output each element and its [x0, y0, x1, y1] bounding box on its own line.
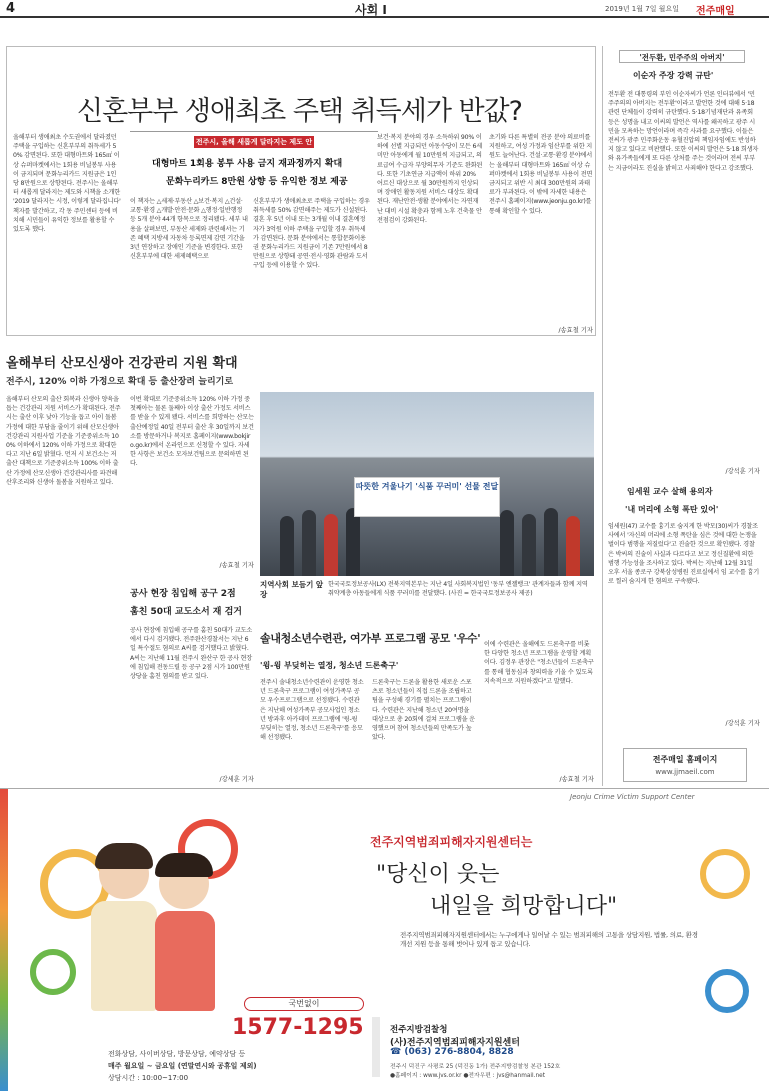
youth-col1: 전주시 솔내청소년수련관이 운영한 청소년 드론축구 프로그램이 여성가족부 공모 우수프로그램으로 선정됐다. 수련관은 지난해 여성가족부 공모사업인 청소년 방과후 아카데미 프로그램에 '윙-윙 부딪히는 열정, 청소년 드론축구'를 응모해 선정됐다. — [260, 679, 364, 742]
ad-bottom-phone[interactable]: ☎ (063) 276-8804, 8828 — [390, 1047, 514, 1057]
ad-slogan-1: "당신이 웃는 — [376, 862, 500, 887]
youth-col3: 이에 수련관은 올해에도 드론축구를 비롯한 다양한 청소년 프로그램을 운영할 계획이다. 김정우 관장은 "청소년들이 드론축구를 통해 협동심과 창의력을 키울 수 있도록 지속적으로 지원하겠다"고 말했다. — [484, 641, 594, 685]
ad-hotline-label: 국번없이 — [244, 997, 364, 1011]
ad-color-stripe — [0, 789, 8, 1091]
event-banner-text: 따뜻한 겨울나기 '식품 꾸러미' 선물 전달 — [355, 481, 499, 491]
theft-sub: 훔친 50대 교도소서 재 검거 — [130, 607, 242, 617]
lead-headline: 신혼부부 생애최초 주택 취득세가 반값? — [77, 96, 522, 127]
postpartum-headline: 올해부터 산모신생아 건강관리 지원 확대 — [6, 356, 238, 371]
sidebar-text: 전두환 전 대통령의 부인 이순자씨가 언론 인터뷰에서 '민주주의의 아버지는 전두환'이라고 발언한 것에 대해 5·18 관련 단체들이 강력히 규탄했다. 5·18기념재단과 유족회 등은 성명을 내고 이씨의 발언은 역사를 왜곡하고 광주 시민을 모욕하는 망언이라며 즉각 사과를 요구했다. 이들은 전씨가 광주 민주화운동 유혈진압의 책임자임에도 반성하지 않고 있다고 비판했다. 또한 이씨의 발언은 5·18 희생자와 유가족들에게 또 다른 상처를 주는 것이라며 전씨 부부는 지금이라도 진실을 밝히고 사죄해야 한다고 강조했다. — [608, 91, 759, 172]
youth-col2: 드론축구는 드론을 활용한 새로운 스포츠로 청소년들이 직접 드론을 조립하고 팀을 구성해 경기를 펼치는 프로그램이다. 수련관은 지난해 청소년 20여명을 대상으로 총 20회에 걸쳐 프로그램을 운영했으며 참여 청소년들의 만족도가 높았다. — [372, 679, 475, 742]
homepage-url[interactable]: www.jjmaeil.com — [655, 768, 715, 776]
lead-col4: 보건·복지 분야의 경우 소득하위 90% 이하에 선별 지급되던 아동수당이 모든 6세 미만 아동에게 월 10만원씩 지급되고, 의료급여 수급자 부양의무자 기준도 완화된다. 또한 기초연금 지급액이 하위 20% 어르신 대상으로 월 30만원까지 인상되며 장애인 활동지원 서비스 대상도 확대된다. 재난안전·생활 분야에서는 자연재난 대비 시설 확충과 함께 노후 건축물 안전점검이 강화된다. — [377, 134, 483, 224]
issue-date: 2019년 1월 7일 월요일 — [605, 5, 679, 13]
sidebar-pill-2: 임세원 교수 살해 용의자 — [627, 487, 713, 496]
postpartum-sub: 전주시, 120% 이하 가정으로 확대 등 출산장려 늘리기로 — [6, 377, 234, 387]
ad-bottom-web[interactable]: ●홈페이지 : www.jvs.or.kr ●전자우편 : jvs@hanmail.net — [390, 1073, 545, 1079]
ad-org-title: 전주지역범죄피해자지원센터는 — [370, 835, 533, 849]
lead-col1: 올해부터 생애최초 수도권에서 달라졌던 주택을 구입하는 신혼부부의 취득세가 50% 감면된다. 또한 대형마트와 165㎡ 이상 슈퍼마켓에서는 1회용 비닐봉투 사용이 금지되며 문화누리카드 지원금은 1인당 8만원으로 상향된다. 전주시는 올해부터 새롭게 달라지는 제도와 시책을 소개한 '2019 달라지는 시정, 이렇게 달라집니다' 책자를 발간하고, 각 동 주민센터 등에 비치해 시민들이 유익한 정보를 활용할 수 있도록 했다. — [13, 134, 121, 234]
ad-divider — [372, 1017, 380, 1077]
lead-byline: /송효철 기자 — [558, 327, 593, 334]
crime-victim-ad — [0, 788, 769, 1090]
lead-sub2: 문화누리카드 8만원 상향 등 유익한 정보 제공 — [166, 177, 348, 187]
lead-col2: 이 책자는 △세제·부동산 △보건·복지 △건설·교통·환경 △개발·안전·문화 △행정·일반행정 등 5개 분야 44개 항목으로 정리됐다. 세부 내용을 살펴보면, 부동산 세제와 관련해서는 기존 혜택 지방세 자동차 등록면제 감면 기간을 3년 연장하고 장애인 기준을 변경한다. 또한 신혼부부에 대한 세제혜택으로 — [130, 198, 248, 261]
sidebar-title-2: '내 머리에 소형 폭탄 있어' — [625, 505, 719, 514]
ad-hotline[interactable]: 1577-1295 — [232, 1015, 364, 1040]
theft-byline: /강세훈 기자 — [219, 776, 254, 783]
lead-article — [6, 46, 596, 336]
sidebar-byline-2: /강석훈 기자 — [725, 720, 760, 727]
deco-circle-icon — [705, 969, 749, 1013]
ad-body: 전주지역범죄피해자지원센터에서는 누구에게나 일어날 수 있는 범죄피해의 고통을 상담지원, 법률, 의료, 환경개선 지원 등을 통해 벗어나 있게 돕고 있습니다. — [400, 931, 698, 949]
group-photo — [260, 392, 594, 576]
homepage-box[interactable] — [623, 748, 747, 782]
right-sidebar — [602, 46, 764, 786]
section-name: 사회 I — [355, 3, 387, 17]
ad-bottom-org-1: 전주지방검찰청 — [390, 1025, 448, 1035]
ad-bottom-org-2: (사)전주지역범죄피해자지원센터 — [390, 1038, 520, 1048]
youth-headline: 솔내청소년수련관, 여가부 프로그램 공모 '우수' — [260, 632, 481, 645]
lead-sub1: 대형마트 1회용 봉투 사용 금지 재과정까지 확대 — [152, 159, 343, 169]
ad-info-1: 전화상담, 사이버상담, 방문상담, 예약상담 등 — [108, 1050, 246, 1058]
ad-slogan-2: 내일을 희망합니다" — [430, 894, 618, 919]
sidebar-text-2: 임세원(47) 교수를 흉기로 숨지게 한 박모(30)씨가 경찰조사에서 '자신의 머리에 소형 폭탄을 심은 것에 대한 논쟁을 벌이다 범행을 저질렀다'고 진술한 것으로 확인됐다. 경찰은 박씨의 진술이 사실과 다르다고 보고 정신질환에 의한 범행 가능성을 조사하고 있다. 박씨는 지난해 12월 31일 오후 서울 종로구 강북삼성병원 진료실에서 임 교수를 흉기로 찔러 숨지게 한 혐의로 구속됐다. — [608, 523, 760, 586]
youth-sub: '윙-윙 부딪히는 열정, 청소년 드론축구' — [260, 661, 399, 670]
postpartum-byline: /송효철 기자 — [219, 562, 254, 569]
sidebar-pill: '전두환, 민주주의 아버지' — [619, 50, 745, 63]
newspaper-name: 전주매일 — [696, 6, 735, 17]
postpartum-col2: 이번 확대로 기준중위소득 120% 이하 가정 중 첫째아는 물론 둘째아 이상 출산 가정도 서비스를 받을 수 있게 됐다. 서비스를 희망하는 산모는 출산예정일 40일 전부터 출산 후 30일까지 보건소를 방문하거나 복지로 홈페이지(www.bokjiro.go.kr)에서 온라인으로 신청할 수 있다. 자세한 사항은 보건소 모자보건팀으로 문의하면 된다. — [130, 396, 254, 468]
photo-caption: 한국국토정보공사(LX) 전북지역본부는 지난 4일 사회복지법인 '동부 엔젤뱅크' 관계자들과 함께 지역 취약계층 아동들에게 식품 꾸러미를 전달했다. (사진 = 한국국토정보공사 제공) — [328, 581, 588, 598]
lead-col3: 신혼부부가 생애최초로 주택을 구입하는 경우 취득세를 50% 감면해주는 제도가 신설된다. 결혼 후 5년 이내 또는 3개월 이내 결혼예정자가 3억원 이하 주택을 구입할 경우 취득세가 감면된다. 문화 분야에서는 통합문화이용권 문화누리카드 지원금이 기존 7만원에서 8만원으로 상향돼 공연·전시·영화 관람과 도서 구입 등에 이용할 수 있다. — [253, 198, 370, 270]
children-photo — [85, 829, 225, 1019]
ad-bottom-address: 전주시 덕진구 사평로 25 (덕진동 1가) 전주지방검찰청 본관 152호 — [390, 1064, 561, 1070]
youth-byline: /송효철 기자 — [559, 776, 594, 783]
ad-info-2: 매주 월요일 ~ 금요일 (연말연시와 공휴일 제외) — [108, 1062, 257, 1070]
homepage-label: 전주매일 홈페이지 — [652, 755, 718, 764]
page-header — [0, 0, 769, 18]
ad-info-3: 상담시간 : 10:00~17:00 — [108, 1074, 189, 1082]
ad-top-text: Jeonju Crime Victim Support Center — [570, 793, 695, 801]
sidebar-title: 이순자 주장 강력 규탄' — [633, 71, 714, 80]
postpartum-col1: 올해부터 산모의 출산 회복과 신생아 양육을 돕는 건강관리 지원 서비스가 확대된다. 전주시는 출산 이후 낮아 기능을 돕고 아이 돌봄 가정에 대한 부담을 줄이기 위해 산모신생아 건강관리 지원사업 기준을 기준중위소득 100% 이하에서 120% 이하 가정으로 확대한다고 지난 6일 밝혔다. 먼저 시 보건소는 저출산 대책으로 기준중위소득 100% 이하 출산 가정에 산모신생아 건강관리사를 파견해 산후조리와 신생아 돌봄을 지원하고 있다. — [6, 396, 121, 486]
page-number: 4 — [6, 1, 16, 16]
event-banner — [354, 477, 501, 517]
lead-box-title: 전주시, 올해 새롭게 달라지는 제도 안내 — [195, 138, 313, 158]
photo-tag: 지역사회 보듬기 앞장 — [260, 580, 324, 599]
deco-circle-icon — [30, 949, 76, 995]
theft-headline: 공사 현장 침입해 공구 2점 — [130, 589, 236, 599]
lead-col5: 초기와 다른 특별히 전공 분야 의료비를 지원하고, 여성 가정과 임산부를 위한 지원도 늘어난다. 건설·교통·환경 분야에서는 올해부터 대형마트와 165㎡ 이상 슈퍼마켓에서 1회용 비닐봉투 사용이 전면 금지되고 위반 시 최대 300만원의 과태료가 부과된다. 이 밖에 자세한 내용은 전주시 홈페이지(www.jeonju.go.kr)를 통해 확인할 수 있다. — [489, 134, 593, 215]
sidebar-byline: /강석훈 기자 — [725, 468, 760, 475]
theft-text: 공사 현장에 침입해 공구를 훔친 50대가 교도소에서 다시 검거됐다. 전주완산경찰서는 지난 6일 특수절도 혐의로 A씨를 검거했다고 밝혔다. A씨는 지난해 11월 전주시 완산구 한 공사 현장에 침입해 전동드릴 등 공구 2점 시가 100만원 상당을 훔친 혐의를 받고 있다. — [130, 627, 253, 681]
